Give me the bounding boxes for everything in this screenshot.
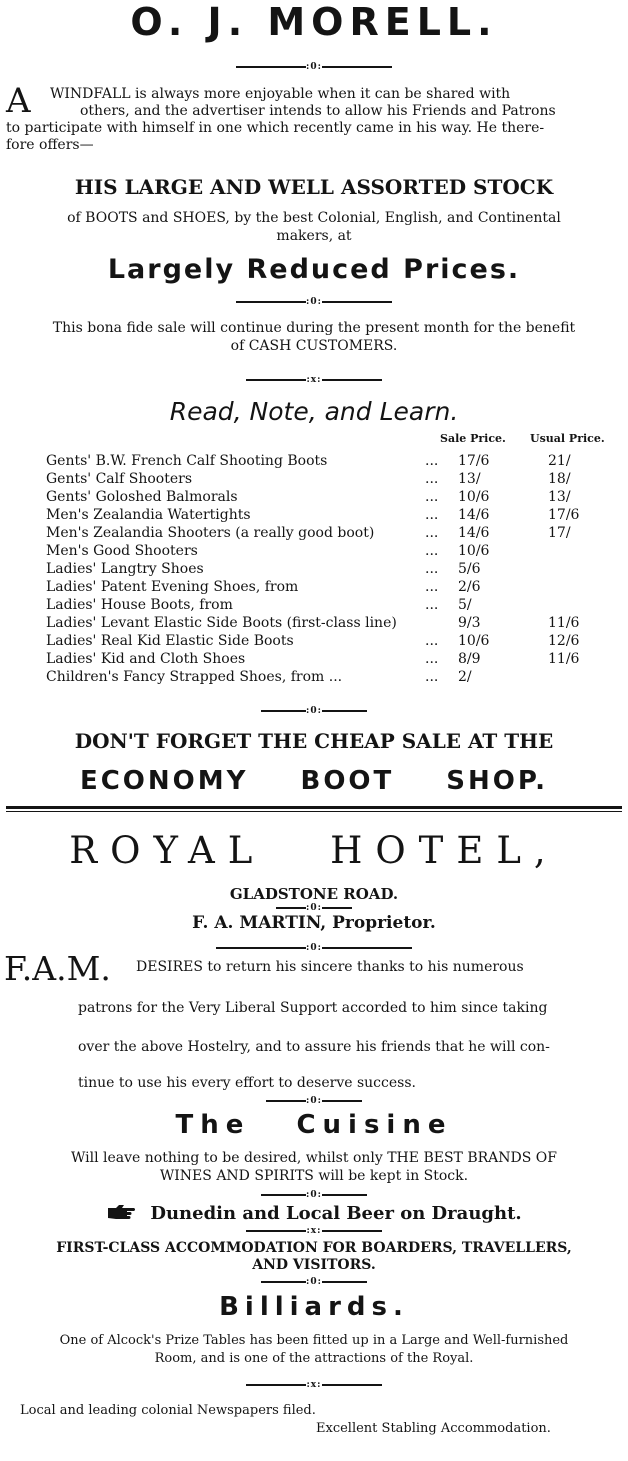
pointing-hand-icon	[106, 1202, 136, 1226]
drop-cap: A	[6, 81, 31, 121]
item-sale-price: 8/9	[458, 651, 481, 667]
intro-line: WINDFALL is always more enjoyable when it can be shared with	[50, 86, 511, 102]
footer-line: Local and leading colonial Newspapers filed.	[20, 1403, 316, 1418]
billiards-line: Room, and is one of the attractions of the Royal.	[154, 1351, 474, 1366]
item-sale-price: 5/6	[458, 561, 481, 577]
footer-line: Excellent Stabling Accommodation.	[316, 1421, 551, 1436]
price-row	[0, 452, 628, 470]
section-rule	[6, 811, 622, 812]
separator-mark: :0:	[306, 706, 322, 716]
royal-drop-cap: F.A.M.	[4, 949, 111, 988]
item-leader: ...	[425, 597, 439, 613]
stock-heading: HIS LARGE AND WELL ASSORTED STOCK	[74, 175, 554, 199]
separator-mark: :0:	[306, 1190, 322, 1200]
stock-line: makers, at	[276, 228, 352, 244]
price-row	[0, 506, 628, 524]
price-row	[0, 650, 628, 668]
item-name: Ladies' Patent Evening Shoes, from	[46, 579, 299, 595]
price-row	[0, 614, 628, 632]
separator	[0, 706, 628, 716]
item-usual-price: 12/6	[548, 633, 580, 649]
para-line: patrons for the Very Liberal Support accorded to him since taking	[78, 1000, 548, 1016]
separator	[0, 1096, 628, 1106]
item-leader: ...	[425, 579, 439, 595]
beer-line	[0, 1202, 628, 1226]
beer-text: Dunedin and Local Beer on Draught.	[150, 1203, 522, 1224]
morell-title: O. J. MORELL.	[130, 0, 498, 44]
item-leader: ...	[425, 633, 439, 649]
accom-line: FIRST-CLASS ACCOMMODATION FOR BOARDERS, TRAVELLERS,	[56, 1240, 572, 1256]
item-name: Men's Zealandia Shooters (a really good boot)	[46, 525, 375, 541]
item-leader: ...	[425, 543, 439, 559]
separator	[0, 297, 628, 307]
separator-mark: :0:	[306, 62, 322, 72]
item-sale-price: 10/6	[458, 543, 490, 559]
royal-para	[0, 958, 628, 976]
item-leader: ...	[425, 471, 439, 487]
separator-mark: :x:	[306, 1380, 322, 1390]
price-row	[0, 542, 628, 560]
item-usual-price: 17/	[548, 525, 571, 541]
list-heading: Read, Note, and Learn.	[169, 397, 459, 426]
item-leader: ...	[425, 651, 439, 667]
separator	[0, 62, 628, 72]
item-name: Ladies' Real Kid Elastic Side Boots	[46, 633, 294, 649]
price-row	[0, 488, 628, 506]
item-sale-price: 9/3	[458, 615, 481, 631]
prices-heading: Largely Reduced Prices.	[107, 254, 521, 285]
price-row	[0, 560, 628, 578]
billiards-heading: Billiards.	[219, 1292, 409, 1322]
item-leader: ...	[425, 525, 439, 541]
item-name: Ladies' Langtry Shoes	[46, 561, 204, 577]
item-sale-price: 10/6	[458, 633, 490, 649]
price-row	[0, 632, 628, 650]
section-rule	[6, 806, 622, 809]
stock-line: of BOOTS and SHOES, by the best Colonial, English, and Continental	[67, 210, 561, 226]
item-usual-price: 13/	[548, 489, 571, 505]
item-name: Ladies' House Boots, from	[46, 597, 233, 613]
royal-address: GLADSTONE ROAD.	[229, 885, 399, 903]
item-name: Gents' B.W. French Calf Shooting Boots	[46, 453, 328, 469]
item-sale-price: 2/6	[458, 579, 481, 595]
separator-mark: :0:	[306, 1096, 322, 1106]
item-name: Men's Zealandia Watertights	[46, 507, 251, 523]
item-sale-price: 14/6	[458, 525, 490, 541]
separator	[0, 1226, 628, 1236]
item-sale-price: 14/6	[458, 507, 490, 523]
separator-mark: :0:	[306, 297, 322, 307]
item-leader: ...	[425, 561, 439, 577]
item-sale-price: 10/6	[458, 489, 490, 505]
separator	[0, 1190, 628, 1200]
item-sale-price: 2/	[458, 669, 472, 685]
item-name: Ladies' Levant Elastic Side Boots (first-class line)	[46, 615, 397, 631]
sale-line: This bona fide sale will continue during the present month for the benefit	[52, 320, 576, 336]
para-line: tinue to use his every effort to deserve success.	[78, 1075, 416, 1091]
item-leader: ...	[425, 489, 439, 505]
item-name: Men's Good Shooters	[46, 543, 198, 559]
item-leader: ...	[425, 507, 439, 523]
price-row	[0, 668, 628, 686]
separator-mark: :0:	[306, 903, 322, 913]
item-leader: ...	[425, 453, 439, 469]
item-name: Gents' Calf Shooters	[46, 471, 193, 487]
item-name: Children's Fancy Strapped Shoes, from ...	[46, 669, 343, 685]
billiards-line: One of Alcock's Prize Tables has been fitted up in a Large and Well-furnished	[59, 1333, 569, 1348]
price-row	[0, 596, 628, 614]
sale-line: of CASH CUSTOMERS.	[230, 338, 398, 354]
closing-line: DON'T FORGET THE CHEAP SALE AT THE	[74, 729, 554, 753]
item-usual-price: 11/6	[548, 651, 580, 667]
item-leader: ...	[425, 669, 439, 685]
separator	[0, 1380, 628, 1390]
separator	[0, 375, 628, 385]
item-sale-price: 13/	[458, 471, 481, 487]
price-row	[0, 578, 628, 596]
separator-mark: :x:	[306, 375, 322, 385]
separator	[0, 1277, 628, 1287]
intro-line: others, and the advertiser intends to allow his Friends and Patrons	[80, 103, 556, 119]
item-name: Ladies' Kid and Cloth Shoes	[46, 651, 246, 667]
col-sale-header: Sale Price.	[440, 432, 506, 445]
item-usual-price: 11/6	[548, 615, 580, 631]
price-row	[0, 524, 628, 542]
shop-name: ECONOMY BOOT SHOP.	[79, 766, 549, 796]
morell-intro	[0, 81, 628, 154]
cuisine-line: WINES AND SPIRITS will be kept in Stock.	[159, 1168, 469, 1184]
item-sale-price: 5/	[458, 597, 472, 613]
accom-line: AND VISITORS.	[252, 1257, 376, 1273]
price-row	[0, 470, 628, 488]
royal-title: ROYAL HOTEL,	[69, 829, 559, 872]
intro-line: to participate with himself in one which recently came in his way. He there-	[6, 120, 545, 136]
cuisine-heading: The Cuisine	[175, 1110, 453, 1140]
item-sale-price: 17/6	[458, 453, 490, 469]
para-line: over the above Hostelry, and to assure his friends that he will con-	[78, 1039, 550, 1055]
cuisine-line: Will leave nothing to be desired, whilst only THE BEST BRANDS OF	[71, 1150, 557, 1166]
item-name: Gents' Goloshed Balmorals	[46, 489, 238, 505]
separator-mark: :0:	[306, 943, 322, 953]
proprietor: F. A. MARTIN, Proprietor.	[192, 913, 436, 933]
para-line: DESIRES to return his sincere thanks to his numerous	[136, 959, 524, 975]
col-usual-header: Usual Price.	[530, 432, 605, 445]
separator-mark: :0:	[306, 1277, 322, 1287]
item-usual-price: 21/	[548, 453, 571, 469]
separator-mark: :x:	[306, 1226, 322, 1236]
item-usual-price: 18/	[548, 471, 571, 487]
item-usual-price: 17/6	[548, 507, 580, 523]
intro-line: fore offers—	[6, 137, 94, 153]
